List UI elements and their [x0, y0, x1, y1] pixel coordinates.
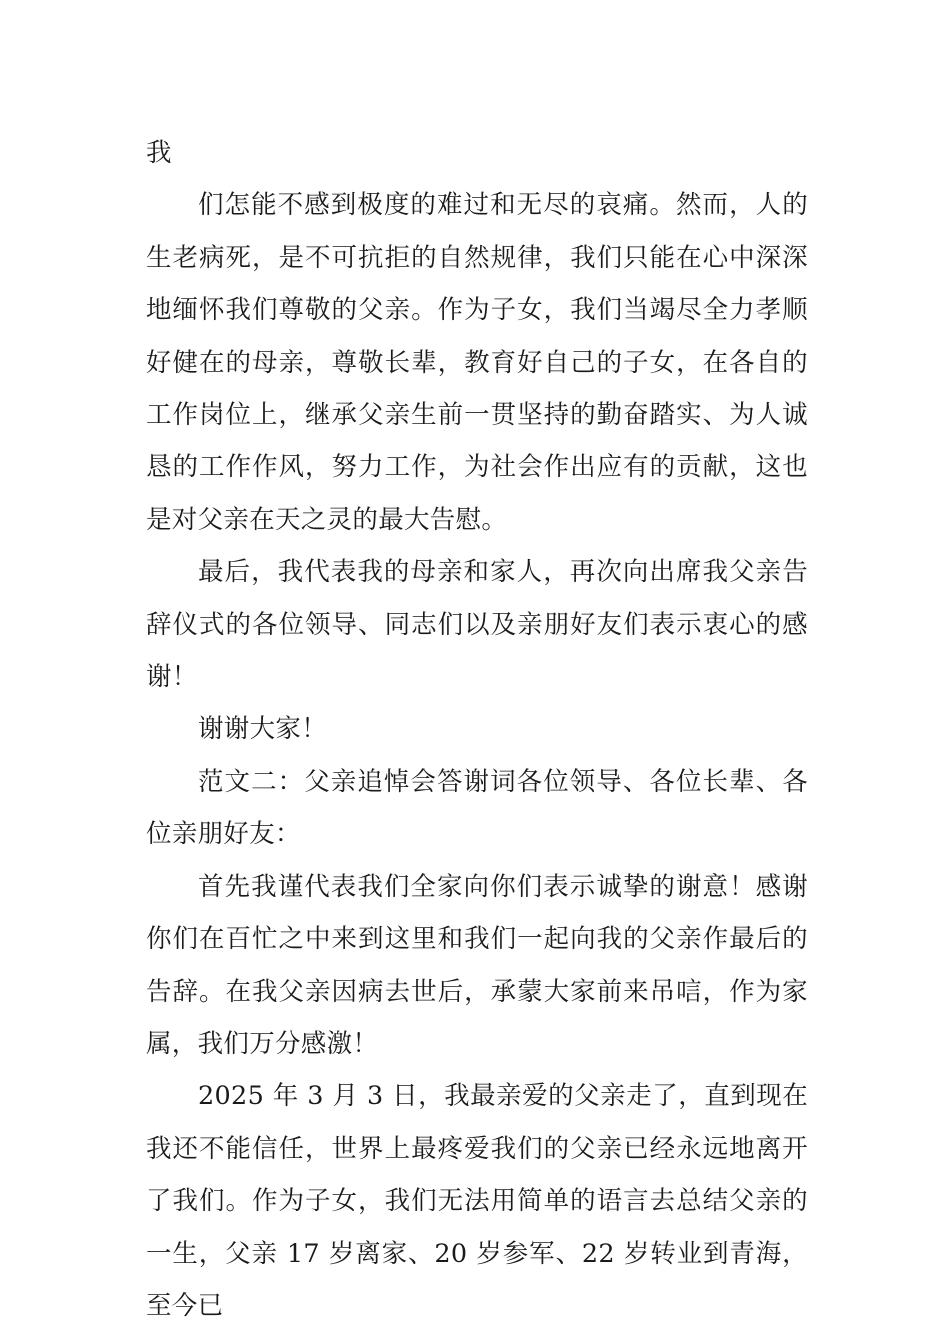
paragraph-fragment-start: 我 [146, 138, 172, 168]
paragraph-closing-thanks: 最后，我代表我的母亲和家人，再次向出席我父亲告辞仪式的各位领导、同志们以及亲朋好友们表示衷心的感谢！ [146, 557, 808, 693]
document-body [146, 127, 808, 1332]
paragraph-sample-two-heading: 范文二：父亲追悼会答谢词各位领导、各位长辈、各位亲朋好友： [146, 766, 808, 850]
paragraph-gratitude: 首先我谨代表我们全家向你们表示诚挚的谢意！感谢你们在百忙之中来到这里和我们一起向我的父亲作最后的告辞。在我父亲因病去世后，承蒙大家前来吊唁，作为家属，我们万分感激！ [146, 871, 808, 1059]
paragraph-father-life: 2025 年 3 月 3 日，我最亲爱的父亲走了，直到现在我还不能信任，世界上最疼爱我们的父亲已经永远地离开了我们。作为子女，我们无法用简单的语言去总结父亲的一生，父亲 17 岁离家、20 岁参军、22 岁转业到青海，至今已 [146, 1081, 808, 1321]
paragraph-condolence: 们怎能不感到极度的难过和无尽的哀痛。然而，人的生老病死，是不可抗拒的自然规律，我们只能在心中深深地缅怀我们尊敬的父亲。作为子女，我们当竭尽全力孝顺好健在的母亲，尊敬长辈，教育好自己的子女，在各自的工作岗位上，继承父亲生前一贯坚持的勤奋踏实、为人诚恳的工作作风，努力工作，为社会作出应有的贡献，这也是对父亲在天之灵的最大告慰。 [146, 190, 808, 535]
paragraph-thank-everyone: 谢谢大家！ [198, 714, 328, 745]
